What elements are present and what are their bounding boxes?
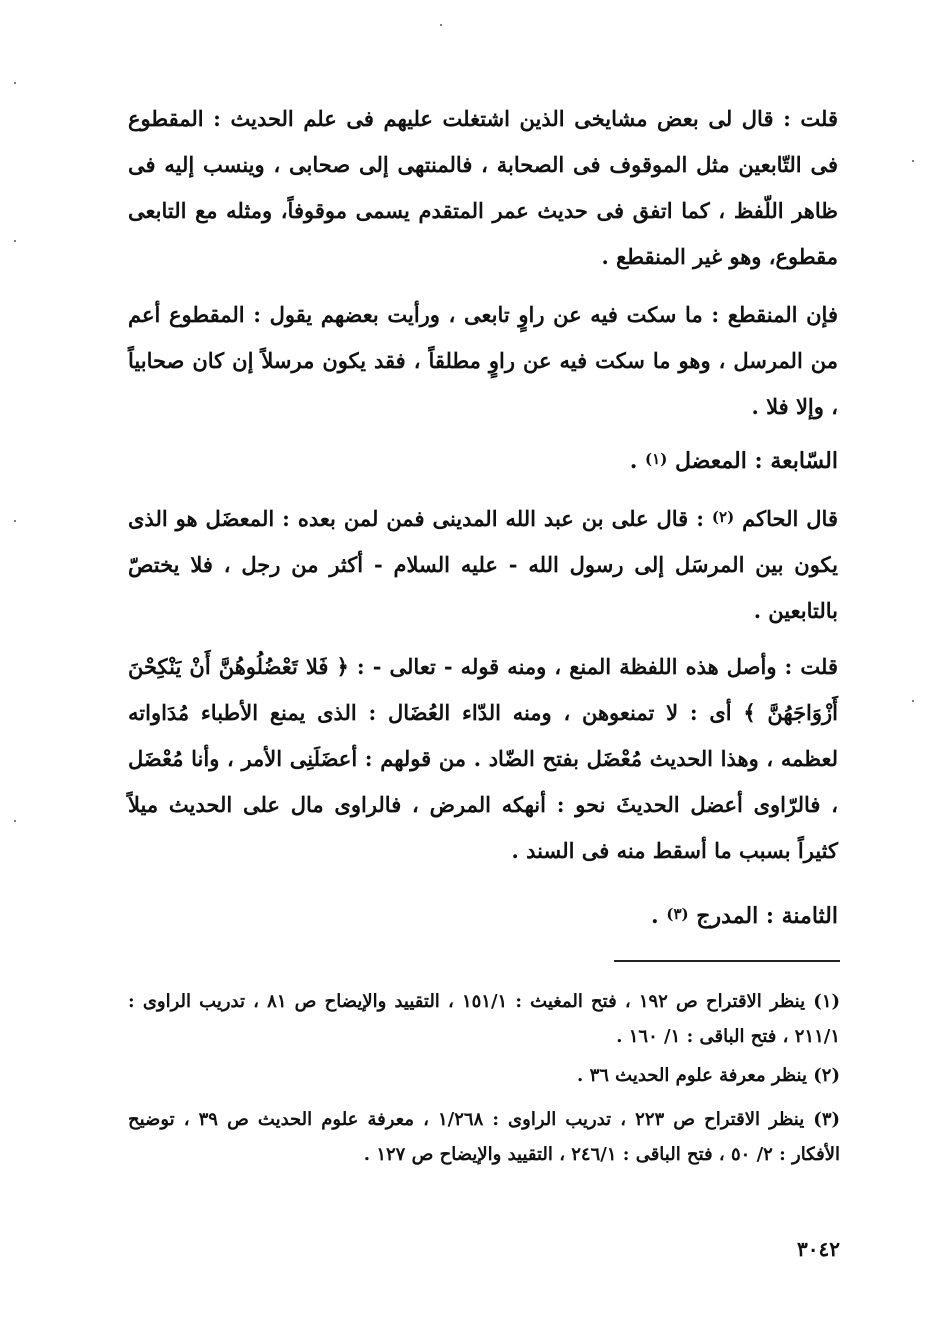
footnote-ref-3: (٣) xyxy=(666,905,689,923)
scan-speck xyxy=(14,820,16,822)
footnote-3: (٣) ينظر الاقتراح ص ٢٢٣ ، تدريب الراوى : ١/٢٦٨ ، معرفة علوم الحديث ص ٣٩ ، توضيح الأفكار : ٢/ ٥٠ ، فتح الباقى : ٢٤٦/١ ، التقييد والإيضاح ص ١٢٧ . xyxy=(128,1109,841,1165)
scan-speck xyxy=(14,82,16,84)
footnote-ref-2: (٢) xyxy=(711,508,735,526)
paragraph-hakim xyxy=(128,496,838,634)
paragraph-hakim-start: قال الحاكم xyxy=(742,506,838,531)
scan-speck xyxy=(440,24,442,26)
page-number: ٣٠٤٢ xyxy=(797,1237,840,1261)
footnote-ref-1: (١) xyxy=(645,450,668,468)
scan-speck xyxy=(912,160,914,162)
paragraph-maqtu: قلت : قال لى بعض مشايخى الذين اشتغلت عليهم فى علم الحديث : المقطوع فى التّابعين مثل الموقوف فى الصحابة ، فالمنتهى إلى صحابى ، وينسب إليه فى ظاهر اللّفظ ، كما اتفق فى حديث عمر المتقدم يسمى موقوفاً، ومثله مع التابعى مقطوع، وهو غير المنقطع . xyxy=(128,106,838,269)
heading-eighth-title: : المدرج xyxy=(688,903,782,929)
scan-speck xyxy=(14,240,16,242)
scan-speck xyxy=(912,700,914,702)
heading-seventh-label: السّابعة xyxy=(770,448,838,474)
paragraph-hakim-rest: : قال على بن عبد الله المدينى فمن لمن بعده : المعضَل هو الذى يكون بين المرسَل إلى رسول الله - عليه السلام - أكثر من رجل ، فلا يختصّ بالتابعين . xyxy=(128,506,838,623)
footnote-2: (٢) ينظر معرفة علوم الحديث ٣٦ . xyxy=(577,1065,840,1086)
scan-speck xyxy=(14,520,16,522)
heading-seventh xyxy=(128,438,838,484)
heading-eighth xyxy=(128,893,838,939)
footnote-divider xyxy=(614,960,840,962)
paragraph-munqati: فإن المنقطع : ما سكت فيه عن راوٍ تابعى ، ورأيت بعضهم يقول : المقطوع أعم من المرسل ، وهو ما سكت فيه عن راوٍ مطلقاً ، فقد يكون مرسلاً إن كان صحابياً ، وإلا فلا . xyxy=(128,302,838,419)
heading-seventh-title: : المعضل xyxy=(667,448,771,474)
heading-eighth-end: . xyxy=(651,903,667,929)
heading-eighth-label: الثامنة xyxy=(781,903,838,929)
footnote-1: (١) ينظر الاقتراح ص ١٩٢ ، فتح المغيث : ١٥١/١ ، التقييد والإيضاح ص ٨١ ، تدريب الراوى : ٢١١/١ ، فتح الباقى : ١/ ١٦٠ . xyxy=(128,991,841,1047)
heading-seventh-end: . xyxy=(629,448,646,474)
paragraph-origin: قلت : وأصل هذه اللفظة المنع ، ومنه قوله - تعالى - : ﴿ فَلا تَعْضُلُوهُنَّ أَنْ يَنْكِحْنَ أَزْوَاجَهُنَّ ﴾ أى : لا تمنعوهن ، ومنه الدّاء العُضَال : الذى يمنع الأطباء مُدَاواته لعظمه ، وهذا الحديث مُعْضَل بفتح الضّاد . من قولهم : أعضَلَنِى الأمر ، وأنا مُعْضَل ، فالرّاوى أعضل الحديثَ نحو : أنهكه المرض ، فالراوى مال على الحديث ميلاً كثيراً بسبب ما أسقط منه فى السند . xyxy=(128,654,838,863)
